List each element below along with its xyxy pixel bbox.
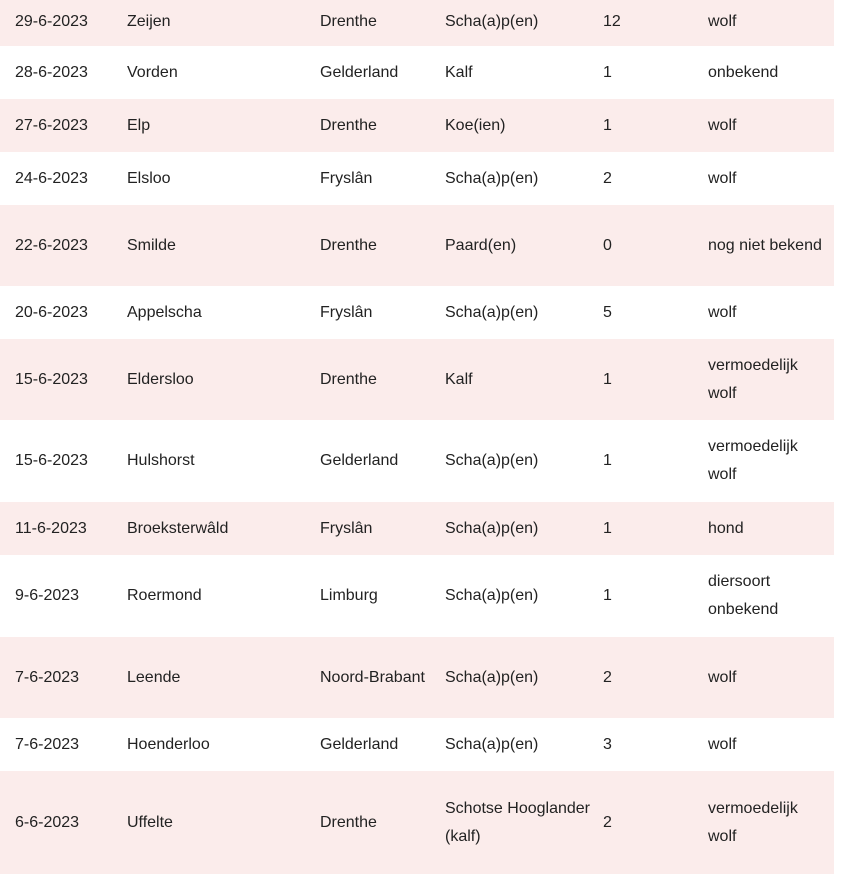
date-cell: 24-6-2023 — [0, 152, 127, 205]
table-row — [0, 99, 834, 152]
count-cell: 2 — [603, 152, 708, 205]
animal-cell: Scha(a)p(en) — [445, 502, 603, 555]
place-cell: Eldersloo — [127, 339, 320, 420]
place-cell: Appelscha — [127, 286, 320, 339]
animal-cell: Koe(ien) — [445, 99, 603, 152]
date-cell: 6-6-2023 — [0, 771, 127, 874]
place-cell: Hulshorst — [127, 420, 320, 502]
table-row — [0, 637, 834, 718]
cause-cell: diersoort onbekend — [708, 555, 834, 637]
date-cell: 22-6-2023 — [0, 205, 127, 286]
animal-cell: Kalf — [445, 339, 603, 420]
table-row — [0, 152, 834, 205]
cause-cell: wolf — [708, 0, 834, 46]
cause-cell: nog niet bekend — [708, 205, 834, 286]
table-row — [0, 771, 834, 874]
table-row — [0, 555, 834, 637]
animal-cell: Scha(a)p(en) — [445, 152, 603, 205]
date-cell: 27-6-2023 — [0, 99, 127, 152]
place-cell: Leende — [127, 637, 320, 718]
place-cell: Roermond — [127, 555, 320, 637]
animal-cell: Scha(a)p(en) — [445, 420, 603, 502]
province-cell: Fryslân — [320, 152, 445, 205]
date-cell: 15-6-2023 — [0, 420, 127, 502]
date-cell: 15-6-2023 — [0, 339, 127, 420]
count-cell: 1 — [603, 339, 708, 420]
table-row — [0, 205, 834, 286]
cause-cell: wolf — [708, 99, 834, 152]
cause-cell: wolf — [708, 637, 834, 718]
cause-cell: hond — [708, 502, 834, 555]
cause-cell: wolf — [708, 718, 834, 771]
cause-cell: onbekend — [708, 46, 834, 99]
count-cell: 1 — [603, 555, 708, 637]
table-row — [0, 718, 834, 771]
count-cell: 5 — [603, 286, 708, 339]
cause-cell: wolf — [708, 152, 834, 205]
province-cell: Fryslân — [320, 286, 445, 339]
count-cell: 2 — [603, 637, 708, 718]
province-cell: Drenthe — [320, 99, 445, 152]
date-cell: 29-6-2023 — [0, 0, 127, 46]
animal-cell: Paard(en) — [445, 205, 603, 286]
place-cell: Vorden — [127, 46, 320, 99]
place-cell: Elp — [127, 99, 320, 152]
province-cell: Gelderland — [320, 46, 445, 99]
table-row — [0, 286, 834, 339]
province-cell: Drenthe — [320, 0, 445, 46]
count-cell: 3 — [603, 718, 708, 771]
date-cell: 7-6-2023 — [0, 718, 127, 771]
count-cell: 2 — [603, 771, 708, 874]
animal-cell: Scha(a)p(en) — [445, 637, 603, 718]
date-cell: 9-6-2023 — [0, 555, 127, 637]
animal-cell: Scha(a)p(en) — [445, 718, 603, 771]
cause-cell: vermoedelijk wolf — [708, 339, 834, 420]
table-row — [0, 339, 834, 420]
date-cell: 20-6-2023 — [0, 286, 127, 339]
table-row — [0, 0, 834, 46]
animal-cell: Kalf — [445, 46, 603, 99]
cause-cell: wolf — [708, 286, 834, 339]
cause-cell: vermoedelijk wolf — [708, 420, 834, 502]
count-cell: 0 — [603, 205, 708, 286]
date-cell: 28-6-2023 — [0, 46, 127, 99]
count-cell: 1 — [603, 502, 708, 555]
animal-cell: Scha(a)p(en) — [445, 286, 603, 339]
animal-cell: Schotse Hooglander (kalf) — [445, 771, 603, 874]
animal-cell: Scha(a)p(en) — [445, 555, 603, 637]
place-cell: Smilde — [127, 205, 320, 286]
place-cell: Uffelte — [127, 771, 320, 874]
count-cell: 1 — [603, 46, 708, 99]
count-cell: 12 — [603, 0, 708, 46]
place-cell: Hoenderloo — [127, 718, 320, 771]
place-cell: Elsloo — [127, 152, 320, 205]
table-row — [0, 502, 834, 555]
place-cell: Broeksterwâld — [127, 502, 320, 555]
province-cell: Gelderland — [320, 718, 445, 771]
table-row — [0, 46, 834, 99]
table-row — [0, 420, 834, 502]
date-cell: 11-6-2023 — [0, 502, 127, 555]
cause-cell: vermoedelijk wolf — [708, 771, 834, 874]
count-cell: 1 — [603, 99, 708, 152]
province-cell: Noord-Brabant — [320, 637, 445, 718]
date-cell: 7-6-2023 — [0, 637, 127, 718]
province-cell: Drenthe — [320, 339, 445, 420]
province-cell: Fryslân — [320, 502, 445, 555]
count-cell: 1 — [603, 420, 708, 502]
animal-cell: Scha(a)p(en) — [445, 0, 603, 46]
province-cell: Drenthe — [320, 771, 445, 874]
place-cell: Zeijen — [127, 0, 320, 46]
province-cell: Drenthe — [320, 205, 445, 286]
province-cell: Gelderland — [320, 420, 445, 502]
province-cell: Limburg — [320, 555, 445, 637]
